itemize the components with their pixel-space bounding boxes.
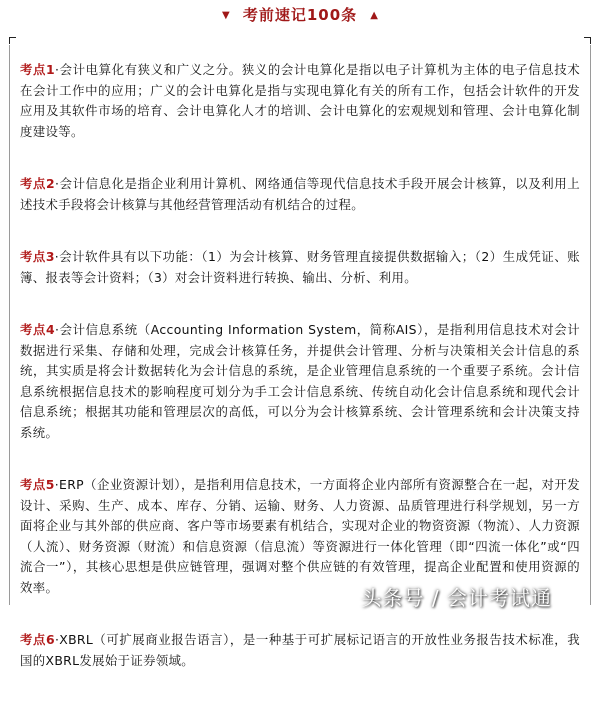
point-text: ·会计软件具有以下功能：（1）为会计核算、财务管理直接提供数据输入；（2）生成凭证、账簿、报表等会计资料；（3）对会计资料进行转换、输出、分析、利用。 [20, 249, 580, 285]
point-text: ·ERP（企业资源计划），是指利用信息技术，一方面将企业内部所有资源整合在一起，对开发设计、采购、生产、成本、库存、分销、运输、财务、人力资源、品质管理进行科学规划，另一方面将企业与其外部的供应商、客户等市场要素有机结合，实现对企业的物资资源（物流）、人力资源（人流）、财务资源（财流）和信息资源（信息流）等资源进行一体化管理（即“四流一体化”或“四流合一”），其核心思想是供应链管理，强调对整个供应链的有效管理，提高企业配置和使用资源的效率。 [20, 477, 581, 595]
down-triangle-icon: ▼ [222, 10, 230, 21]
watermark: 头条号 / 会计考试通 [361, 586, 552, 610]
exam-point-2 [20, 174, 580, 215]
page-title: 考前速记100条 [242, 6, 358, 24]
exam-point-5 [20, 475, 580, 598]
exam-point-6 [20, 630, 580, 671]
up-triangle-icon: ▲ [370, 10, 378, 21]
point-label: 考点6 [20, 632, 55, 647]
exam-point-3 [20, 247, 580, 288]
point-text: ·XBRL（可扩展商业报告语言），是一种基于可扩展标记语言的开放性业务报告技术标准，我国的XBRL发展始于证券领域。 [20, 632, 581, 668]
corner-mark-right [584, 37, 591, 44]
page-header [0, 0, 600, 28]
point-label: 考点2 [20, 176, 56, 191]
point-label: 考点3 [20, 249, 55, 264]
point-label: 考点5 [20, 477, 55, 492]
point-text: ·会计信息系统（Accounting Information System，简称AIS），是指利用信息技术对会计数据进行采集、存储和处理，完成会计核算任务，并提供会计管理、分析与决策相关会计信息的系统，其实质是将会计数据转化为会计信息的系统，是企业管理信息系统的一个重要子系统。会计信息系统根据信息技术的影响程度可划分为手工会计信息系统、传统自动化会计信息系统和现代会计信息系统；根据其功能和管理层次的高低，可以分为会计核算系统、会计管理系统和会计决策支持系统。 [20, 322, 580, 440]
point-text: ·会计电算化有狭义和广义之分。狭义的会计电算化是指以电子计算机为主体的电子信息技术在会计工作中的应用；广义的会计电算化是指与实现电算化有关的所有工作，包括会计软件的开发应用及其软件市场的培育、会计电算化人才的培训、会计电算化的宏观规划和管理、会计电算化制度建设等。 [20, 62, 580, 139]
point-label: 考点1 [20, 62, 56, 77]
exam-point-4 [20, 320, 580, 443]
point-label: 考点4 [20, 322, 56, 337]
point-text: ·会计信息化是指企业利用计算机、网络通信等现代信息技术手段开展会计核算，以及利用上述技术手段将会计核算与其他经营管理活动有机结合的过程。 [20, 176, 580, 212]
corner-mark-left [9, 37, 16, 44]
exam-point-1 [20, 60, 580, 142]
